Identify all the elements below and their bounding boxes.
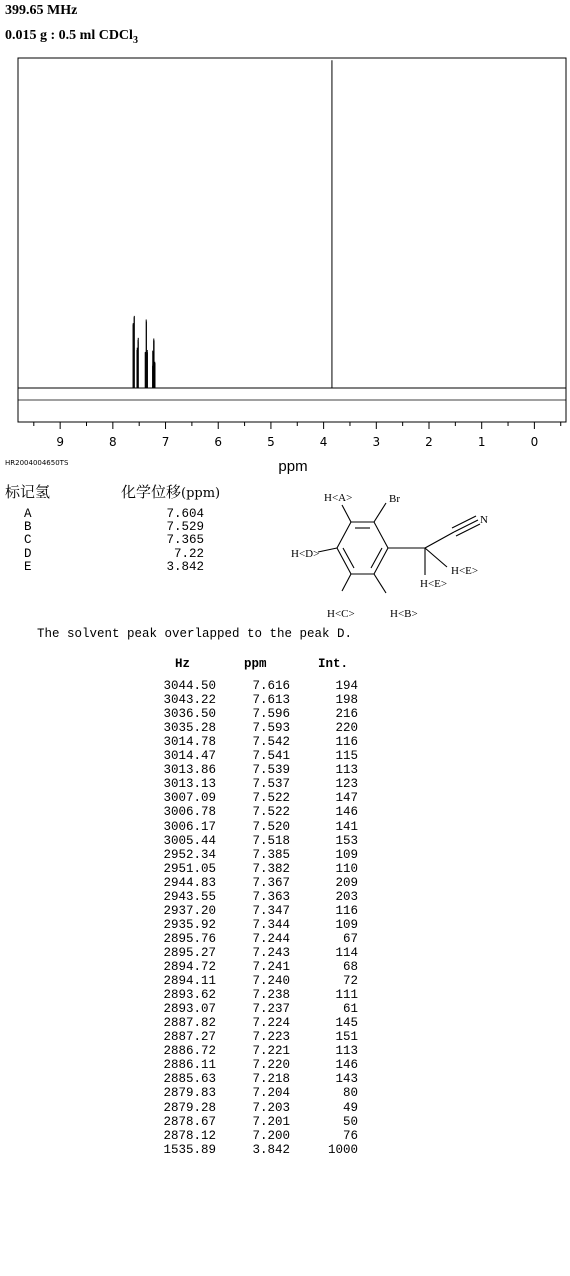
peak-ppm: 7.363 — [252, 889, 290, 904]
peak-ppm: 7.596 — [252, 707, 290, 722]
peak-intensity: 61 — [342, 1002, 358, 1017]
x-tick-label: 7 — [161, 435, 170, 449]
peak-hz: 2894.72 — [163, 960, 216, 974]
label-ha: H<A> — [324, 492, 353, 504]
peak-ppm: 7.240 — [252, 974, 290, 989]
table-row — [0, 1002, 570, 1016]
peak-ppm: 7.518 — [252, 833, 290, 848]
table-row — [0, 876, 570, 890]
table-header-int: Int. — [318, 657, 349, 671]
x-tick-label: 5 — [267, 435, 275, 449]
table-row — [0, 974, 570, 988]
peak-intensity: 141 — [335, 819, 358, 834]
table-header-ppm: ppm — [244, 657, 267, 671]
peak-intensity: 209 — [335, 875, 358, 890]
peak-hz: 2895.27 — [163, 945, 216, 960]
peak-ppm: 7.204 — [252, 1086, 290, 1101]
label-br: Br — [389, 493, 400, 505]
peak-hz: 2878.12 — [163, 1128, 216, 1143]
ring-double-bond — [343, 548, 354, 568]
table-row — [0, 1129, 570, 1143]
peak-intensity: 114 — [335, 945, 358, 960]
table-header-hz: Hz — [175, 657, 191, 671]
peak-hz: 2885.63 — [163, 1072, 216, 1087]
peak-intensity: 110 — [335, 861, 358, 876]
ring-double-bond — [371, 548, 382, 568]
x-tick-label: 9 — [56, 435, 64, 449]
table-row — [0, 763, 570, 777]
peak-ppm: 7.220 — [252, 1058, 290, 1073]
peak-intensity: 216 — [335, 707, 358, 722]
label-n: N — [480, 514, 488, 526]
table-row — [0, 749, 570, 763]
x-tick-label: 0 — [530, 435, 539, 449]
peak-hz: 2937.20 — [163, 903, 216, 918]
label-hc: H<C> — [327, 608, 355, 620]
peak-ppm: 7.616 — [252, 679, 290, 693]
peak-ppm: 7.224 — [252, 1016, 290, 1031]
peak-hz: 2878.67 — [163, 1114, 216, 1129]
assignment-shift: 7.604 — [166, 507, 204, 521]
peak-ppm: 7.200 — [252, 1128, 290, 1143]
peak-intensity: 151 — [335, 1030, 358, 1045]
peak-hz: 2879.28 — [163, 1100, 216, 1115]
table-row — [0, 805, 570, 819]
table-row — [0, 1115, 570, 1129]
peak-hz: 2887.27 — [163, 1030, 216, 1045]
peak-intensity: 145 — [335, 1016, 358, 1031]
molecule-structure — [285, 486, 505, 621]
assignment-header-shift-text: 化学位移 — [121, 483, 182, 501]
x-tick-label: 4 — [319, 435, 328, 449]
plot-frame — [18, 58, 566, 422]
benzene-ring — [337, 522, 388, 574]
peak-hz: 1535.89 — [163, 1142, 216, 1157]
table-row — [0, 707, 570, 721]
assignment-label: D — [24, 546, 32, 561]
table-row — [0, 890, 570, 904]
label-he2: H<E> — [420, 578, 448, 590]
label-hd: H<D> — [291, 548, 320, 560]
frequency-label: 399.65 MHz — [5, 3, 78, 18]
peak-intensity: 1000 — [327, 1142, 358, 1157]
peak-ppm: 7.520 — [252, 819, 290, 834]
table-row — [0, 1044, 570, 1058]
peak-hz: 3043.22 — [163, 693, 216, 708]
peak-ppm: 7.221 — [252, 1044, 290, 1059]
peak-hz: 2952.34 — [163, 847, 216, 862]
peak-ppm: 7.203 — [252, 1100, 290, 1115]
peak-intensity: 49 — [342, 1100, 358, 1115]
peak-hz: 2944.83 — [163, 875, 216, 890]
peak-ppm: 7.537 — [252, 777, 290, 792]
peak-ppm: 7.539 — [252, 763, 290, 778]
table-row — [0, 988, 570, 1002]
assignment-label: C — [24, 533, 32, 548]
x-tick-label: 8 — [109, 435, 117, 449]
x-axis-ticks — [34, 422, 561, 449]
bond — [374, 574, 386, 593]
peak-hz: 3013.13 — [163, 777, 216, 792]
assignment-shift: 7.365 — [166, 533, 204, 548]
table-row — [0, 1143, 570, 1157]
peak-intensity: 50 — [342, 1114, 358, 1129]
table-row — [0, 777, 570, 791]
peak-intensity: 116 — [335, 903, 358, 918]
nmr-spectrum-chart — [0, 0, 570, 480]
bond — [318, 548, 337, 552]
spectrum-peaks — [133, 60, 332, 388]
assignment-shift: 7.529 — [166, 520, 204, 535]
peak-hz: 2935.92 — [163, 917, 216, 932]
peak-intensity: 113 — [335, 763, 358, 778]
peak-hz: 3036.50 — [163, 707, 216, 722]
table-row — [0, 791, 570, 805]
table-row — [0, 1072, 570, 1086]
solvent-note: The solvent peak overlapped to the peak D. — [37, 627, 353, 641]
peak-ppm: 7.201 — [252, 1114, 290, 1129]
peak-intensity: 109 — [335, 917, 358, 932]
table-row — [0, 735, 570, 749]
peak-ppm: 7.244 — [252, 931, 290, 946]
peak-ppm: 7.344 — [252, 917, 290, 932]
peak-hz: 2943.55 — [163, 889, 216, 904]
peak-hz: 3044.50 — [163, 679, 216, 693]
peak-ppm: 7.223 — [252, 1030, 290, 1045]
assignment-label: E — [24, 559, 32, 574]
peak-intensity: 220 — [335, 721, 358, 736]
assignment-header-label: 标记氢 — [5, 483, 51, 501]
peak-intensity: 68 — [342, 960, 358, 974]
peak-hz: 3014.47 — [163, 749, 216, 764]
sample-text: 0.015 g : 0.5 ml CDCl — [5, 28, 133, 43]
peak-intensity: 109 — [335, 847, 358, 862]
table-row — [0, 904, 570, 918]
peak-hz: 2879.83 — [163, 1086, 216, 1101]
peak-hz: 2887.82 — [163, 1016, 216, 1031]
table-row — [0, 862, 570, 876]
x-axis-label: ppm — [278, 458, 308, 475]
peak-intensity: 147 — [335, 791, 358, 806]
peak-intensity: 198 — [335, 693, 358, 708]
table-row — [0, 1030, 570, 1044]
peak-ppm: 7.218 — [252, 1072, 290, 1087]
peak-intensity: 203 — [335, 889, 358, 904]
table-row — [0, 693, 570, 707]
peak-ppm: 7.542 — [252, 735, 290, 750]
label-hb: H<B> — [390, 608, 418, 620]
bond — [425, 532, 454, 548]
peak-hz: 2893.07 — [163, 1002, 216, 1017]
x-tick-label: 2 — [425, 435, 433, 449]
peak-hz: 2951.05 — [163, 861, 216, 876]
peak-hz: 3007.09 — [163, 791, 216, 806]
table-row — [0, 1101, 570, 1115]
peak-intensity: 123 — [335, 777, 358, 792]
peak-ppm: 7.237 — [252, 1002, 290, 1017]
peak-intensity: 143 — [335, 1072, 358, 1087]
table-row — [0, 834, 570, 848]
peak-intensity: 111 — [335, 988, 358, 1003]
peak-ppm: 7.382 — [252, 861, 290, 876]
peak-intensity: 80 — [342, 1086, 358, 1101]
bond — [342, 505, 351, 522]
peak-ppm: 7.613 — [252, 693, 290, 708]
x-tick-label: 1 — [477, 435, 486, 449]
peak-ppm: 7.243 — [252, 945, 290, 960]
peak-ppm: 7.522 — [252, 791, 290, 806]
table-row — [0, 848, 570, 862]
spectrum-code: HR2004004650TS — [5, 459, 69, 467]
peak-intensity: 153 — [335, 833, 358, 848]
peak-ppm: 3.842 — [252, 1142, 290, 1157]
peak-ppm: 7.238 — [252, 988, 290, 1003]
peak-hz: 2895.76 — [163, 931, 216, 946]
peak-hz: 2894.11 — [163, 974, 216, 989]
triple-bond — [452, 516, 476, 528]
peak-intensity: 146 — [335, 1058, 358, 1073]
peak-intensity: 146 — [335, 805, 358, 820]
table-row — [0, 1086, 570, 1100]
peak-ppm: 7.385 — [252, 847, 290, 862]
assignment-header-shift — [121, 481, 220, 502]
peak-hz: 3005.44 — [163, 833, 216, 848]
peak-hz: 3035.28 — [163, 721, 216, 736]
table-row — [0, 679, 570, 693]
table-row — [0, 932, 570, 946]
peak-hz: 3014.78 — [163, 735, 216, 750]
table-row — [0, 721, 570, 735]
peak-hz: 2886.72 — [163, 1044, 216, 1059]
sample-subscript: 3 — [132, 34, 138, 46]
label-he1: H<E> — [451, 565, 479, 577]
table-row — [0, 918, 570, 932]
triple-bond — [456, 524, 480, 536]
assignment-shift: 7.22 — [173, 546, 204, 561]
assignment-header-unit: (ppm) — [181, 486, 221, 501]
peak-ppm: 7.593 — [252, 721, 290, 736]
bond — [374, 503, 386, 522]
peak-intensity: 76 — [342, 1128, 358, 1143]
assignment-label: B — [24, 520, 32, 535]
peak-hz: 3013.86 — [163, 763, 216, 778]
bond — [342, 574, 351, 591]
assignment-shift: 3.842 — [166, 559, 204, 574]
peak-intensity: 67 — [342, 931, 358, 946]
peak-intensity: 194 — [335, 679, 358, 693]
table-row — [0, 960, 570, 974]
table-row — [0, 1058, 570, 1072]
x-tick-label: 6 — [214, 435, 223, 449]
assignment-label: A — [24, 507, 32, 521]
table-row — [0, 946, 570, 960]
peak-hz: 2893.62 — [163, 988, 216, 1003]
peak-ppm: 7.241 — [252, 960, 290, 974]
peak-intensity: 115 — [335, 749, 358, 764]
peak-ppm: 7.347 — [252, 903, 290, 918]
bond — [425, 548, 447, 567]
x-tick-label: 3 — [372, 435, 381, 449]
peak-intensity: 116 — [335, 735, 358, 750]
peak-hz: 3006.78 — [163, 805, 216, 820]
table-row — [0, 820, 570, 834]
table-row — [0, 1016, 570, 1030]
peak-ppm: 7.522 — [252, 805, 290, 820]
peak-hz: 2886.11 — [163, 1058, 216, 1073]
peak-intensity: 113 — [335, 1044, 358, 1059]
peak-ppm: 7.541 — [252, 749, 290, 764]
triple-bond — [454, 520, 478, 532]
peak-hz: 3006.17 — [163, 819, 216, 834]
peak-intensity: 72 — [342, 974, 358, 989]
peak-ppm: 7.367 — [252, 875, 290, 890]
